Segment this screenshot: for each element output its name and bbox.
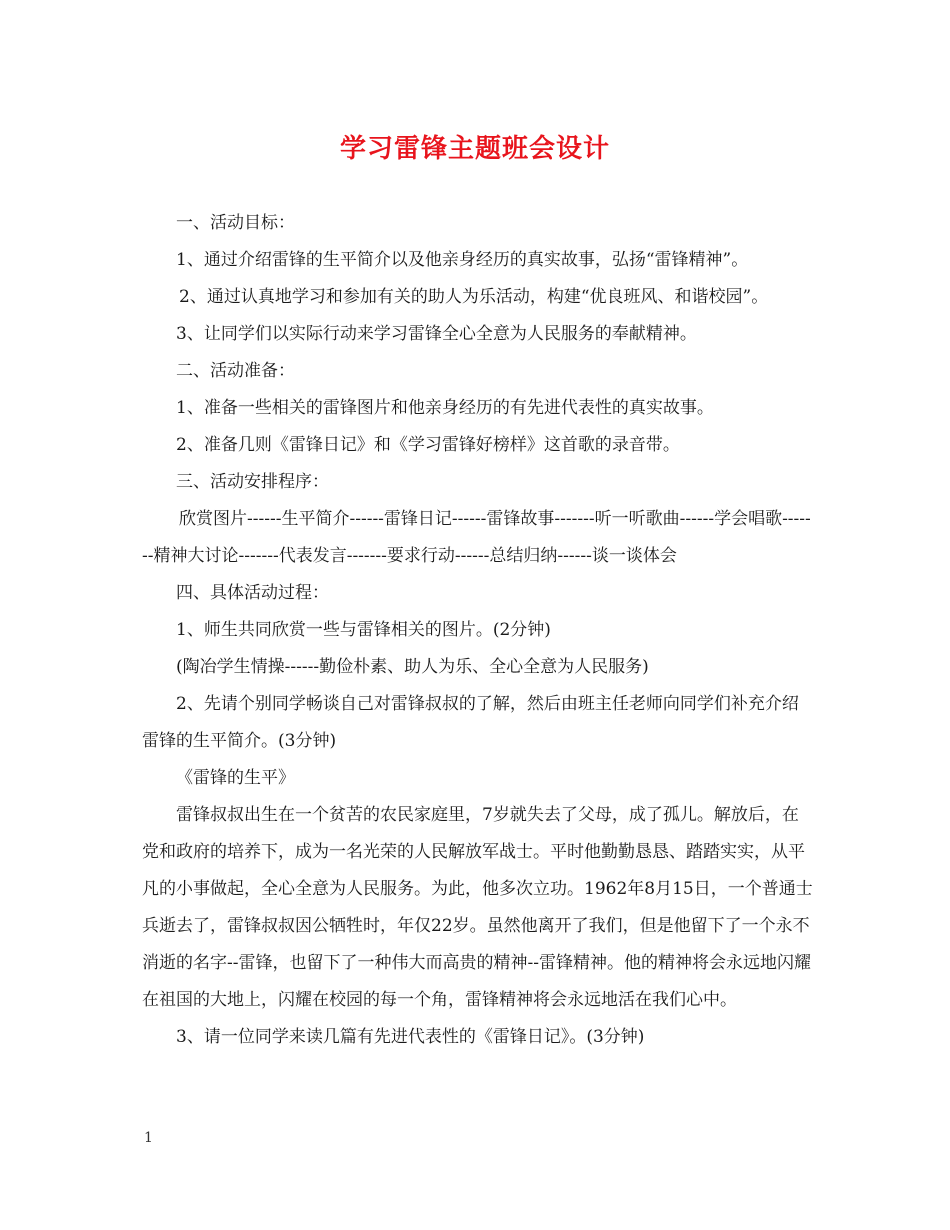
paragraph: 雷锋叔叔出生在一个贫苦的农民家庭里，7岁就失去了父母，成了孤儿。解放后，在党和政府的培养下，成为一名光荣的人民解放军战士。平时他勤勤恳恳、踏踏实实，从平凡的小事做起，全心全意为人民服务。为此，他多次立功。1962年8月15日，一个普通士兵逝去了，雷锋叔叔因公牺牲时，年仅22岁。虽然他离开了我们，但是他留下了一个永不消逝的名字--雷锋，也留下了一种伟大而高贵的精神--雷锋精神。他的精神将会永远地闪耀在祖国的大地上，闪耀在校园的每一个角，雷锋精神将会永远地活在我们心中。 [142, 805, 813, 1010]
section-heading-process: 四、具体活动过程： [176, 583, 329, 603]
paragraph: 2、先请个别同学畅谈自己对雷锋叔叔的了解，然后由班主任老师向同学们补充介绍雷锋的生平简介。(3分钟) [142, 694, 799, 751]
paragraph: 1、师生共同欣赏一些与雷锋相关的图片。(2分钟) [176, 620, 551, 640]
document-title: 学习雷锋主题班会设计 [339, 134, 610, 164]
paragraph: (陶冶学生情操------勤俭朴素、助人为乐、全心全意为人民服务) [176, 657, 649, 677]
section-heading-schedule: 三、活动安排程序： [176, 472, 329, 492]
subheading-biography: 《雷锋的生平》 [176, 768, 295, 788]
paragraph: 1、准备一些相关的雷锋图片和他亲身经历的有先进代表性的真实故事。 [176, 398, 714, 418]
paragraph: 3、请一位同学来读几篇有先进代表性的《雷锋日记》。(3分钟) [176, 1027, 645, 1047]
paragraph: 欣赏图片------生平简介------雷锋日记------雷锋故事-------听一听歌曲------学会唱歌-------精神大讨论-------代表发言-------要求行动------总结归纳------谈一谈体会 [142, 509, 811, 566]
paragraph: 1、通过介绍雷锋的生平简介以及他亲身经历的真实故事，弘扬“雷锋精神”。 [176, 250, 749, 270]
section-heading-preparation: 二、活动准备： [176, 361, 295, 381]
paragraph: 2、通过认真地学习和参加有关的助人为乐活动，构建“优良班风、和谐校园”。 [179, 287, 769, 307]
page-number: 1 [144, 1130, 153, 1146]
paragraph: 3、让同学们以实际行动来学习雷锋全心全意为人民服务的奉献精神。 [176, 324, 697, 344]
paragraph: 2、准备几则《雷锋日记》和《学习雷锋好榜样》这首歌的录音带。 [176, 435, 680, 455]
section-heading-goals: 一、活动目标： [176, 213, 295, 233]
document-body [142, 205, 814, 1056]
